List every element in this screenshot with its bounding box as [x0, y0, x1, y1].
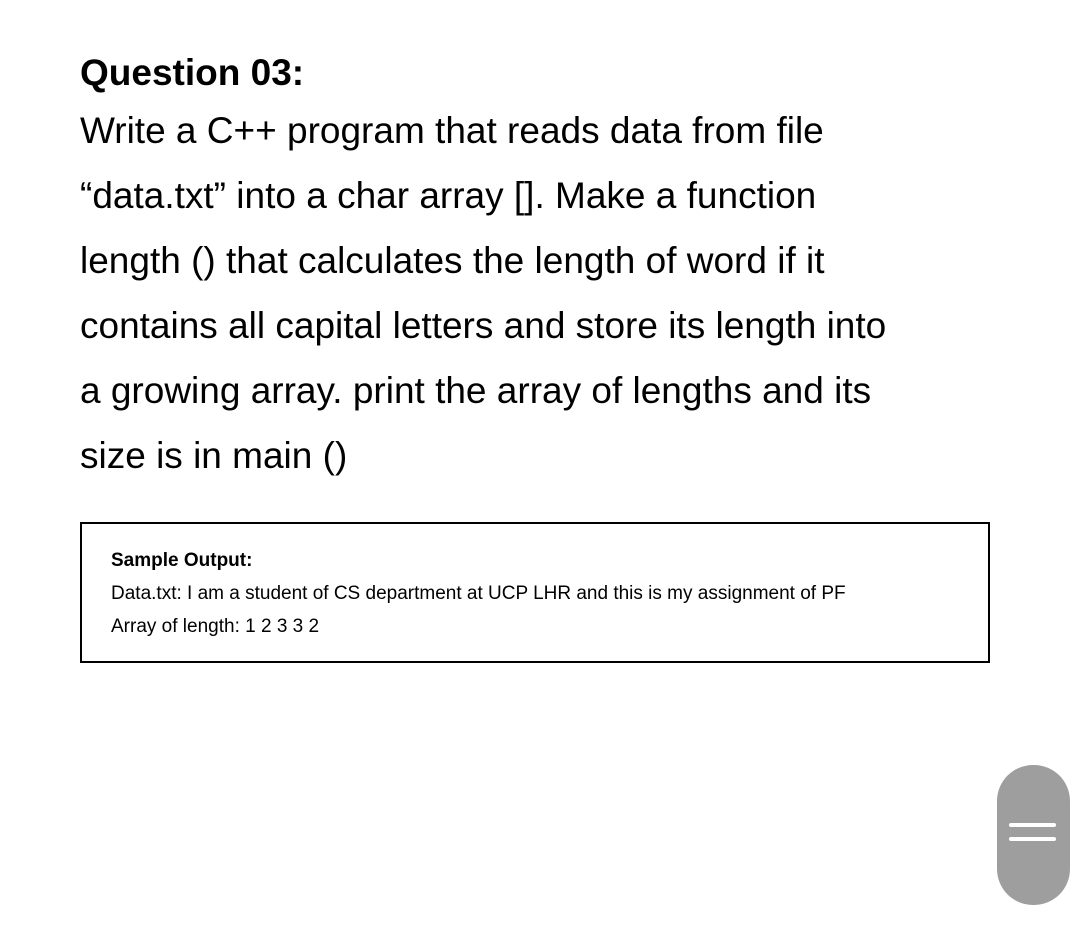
sample-output-line: Array of length: 1 2 3 3 2 — [111, 616, 320, 637]
sample-output-line: Data.txt: I am a student of CS department at UCP LHR and this is my assignment of PF — [111, 583, 846, 604]
question-title: Question 03: — [80, 52, 305, 93]
sample-output-box — [80, 522, 990, 663]
question-line: Write a C++ program that reads data from file — [80, 110, 824, 151]
question-text — [80, 98, 1040, 488]
question-line: a growing array. print the array of lengths and its — [80, 370, 872, 411]
sample-output-content — [111, 544, 846, 643]
question-line: length () that calculates the length of word if it — [80, 240, 825, 281]
question-section — [80, 48, 1040, 488]
question-line: “data.txt” into a char array []. Make a function — [80, 175, 817, 216]
sample-output-title: Sample Output: — [111, 550, 253, 571]
drag-handle-icon — [1009, 823, 1056, 827]
question-line: contains all capital letters and store its length into — [80, 305, 887, 346]
scroll-handle[interactable] — [997, 765, 1070, 905]
drag-handle-icon — [1009, 837, 1056, 841]
question-line: size is in main () — [80, 435, 348, 476]
